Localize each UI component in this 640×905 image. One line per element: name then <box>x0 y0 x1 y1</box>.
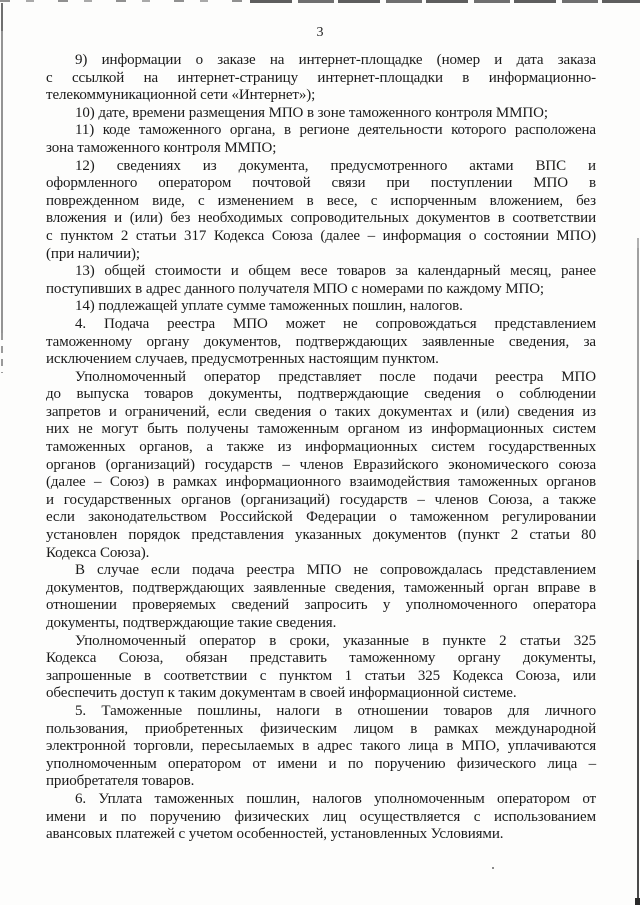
paragraph <box>46 633 596 703</box>
text-line: если законодательством Российской Федерации о таможенном регулировании <box>46 509 596 526</box>
text-line: В случае если подача реестра МПО не сопровождалась представлением <box>75 562 596 579</box>
scan-artifact-right-edge-line-dark <box>637 560 639 905</box>
text-line: исключением случаев, предусмотренных настоящим пунктом. <box>46 351 439 368</box>
text-line: авансовых платежей с учетом особенностей, установленных Условиями. <box>46 826 504 843</box>
paragraph <box>46 105 596 123</box>
text-line: телекоммуникационной сети «Интернет»); <box>46 87 316 104</box>
paragraph <box>46 122 596 157</box>
scan-artifact-right-edge-line-light <box>637 238 639 560</box>
text-line: (при наличии); <box>46 245 140 262</box>
text-line: отношении проверяемых сведений запросить у уполномоченного оператора <box>46 597 596 614</box>
text-line: Уполномоченный оператор представляет после подачи реестра МПО <box>75 368 596 385</box>
text-line: 12) сведениях из документа, предусмотренного актами ВПС и <box>75 157 596 174</box>
text-line: (далее – Союз) в рамках информационного взаимодействия таможенных органов <box>46 474 596 491</box>
paragraph <box>46 562 596 632</box>
text-line: приобретателя товаров. <box>46 773 195 790</box>
text-line: органов (организаций) государств – членов Евразийского экономического союза <box>46 456 596 473</box>
text-line: зона таможенного контроля ММПО; <box>46 139 277 156</box>
text-line: пользования, приобретенных физическим лицом в рамках международной <box>46 720 596 737</box>
text-line: запрошенные в соответствии с пунктом 1 статьи 325 Кодекса Союза, или <box>46 667 596 684</box>
scan-artifact-top-edge-left <box>0 0 250 2</box>
text-line: документов, подтверждающих заявленные сведения, таможенный орган вправе в <box>46 579 596 596</box>
text-line: с ссылкой на интернет-страницу интернет-площадки в информационно- <box>46 69 596 86</box>
text-line: и государственных органов (организаций) государств – членов Союза, а также <box>46 491 596 508</box>
paragraph <box>46 298 596 316</box>
scan-artifact-corner-mark <box>635 898 640 905</box>
scan-artifact-top-edge-right <box>250 0 640 3</box>
page-number: 3 <box>316 25 324 40</box>
paragraph <box>46 369 596 563</box>
text-line: оформленного оператором почтовой связи при поступлении МПО в <box>46 175 596 192</box>
text-line: 9) информации о заказе на интернет-площадке (номер и дата заказа <box>75 52 596 68</box>
text-line: 14) подлежащей уплате сумме таможенных пошлин, налогов. <box>75 298 463 315</box>
text-line: 11) коде таможенного органа, в регионе деятельности которого расположена <box>75 122 596 139</box>
text-line: Уполномоченный оператор в сроки, указанные в пункте 2 статьи 325 <box>75 632 596 649</box>
paragraph <box>46 263 596 298</box>
text-line: 5. Таможенные пошлины, налоги в отношении товаров для личного <box>75 702 596 719</box>
text-line: таможенному органу документов, подтверждающих заявленные сведения, за <box>46 333 596 350</box>
text-line: них не могут быть получены таможенным органом из информационных систем <box>46 421 596 438</box>
text-line: 13) общей стоимости и общем весе товаров за календарный месяц, ранее <box>75 263 596 280</box>
text-line: вложения и (или) без необходимых сопроводительных документов в соответствии <box>46 210 596 227</box>
text-line: Кодекса Союза, обязан представить таможенному органу документы, <box>46 650 596 667</box>
text-line: до выпуска товаров документы, подтверждающие сведения о соблюдении <box>46 386 596 403</box>
text-line: поврежденном виде, с изменением в весе, с испорченным вложением, без <box>46 192 596 209</box>
text-line: имени и по поручению физических лиц осуществляется с использованием <box>46 808 596 825</box>
text-line: запретов и ограничений, если сведения о таких документах и (или) сведения из <box>46 403 596 420</box>
text-line: обеспечить доступ к таким документам в своей информационной системе. <box>46 685 517 702</box>
scan-artifact-left-edge-line <box>1 3 3 333</box>
text-line: электронной торговли, пересылаемых в адрес такого лица в МПО, уплачиваются <box>46 738 596 755</box>
text-line: поступивших в адрес данного получателя МПО с номерами по каждому МПО; <box>46 280 544 297</box>
text-line: таможенных органов, а также из информационных систем государственных <box>46 439 596 456</box>
paragraph <box>46 158 596 264</box>
text-line: Кодекса Союза). <box>46 544 150 561</box>
text-line: документы, подтверждающие такие сведения. <box>46 615 337 631</box>
paragraph <box>46 791 596 844</box>
scan-artifact-left-edge-dashes <box>1 333 3 373</box>
text-line: с пунктом 2 статьи 317 Кодекса Союза (далее – информация о состоянии МПО) <box>46 227 596 244</box>
text-line: уполномоченным оператором от имени и по поручению физического лица – <box>46 755 596 772</box>
paragraph <box>46 52 596 105</box>
paragraph <box>46 316 596 369</box>
text-line: 6. Уплата таможенных пошлин, налогов уполномоченным оператором от <box>75 790 596 807</box>
text-line: 10) дате, времени размещения МПО в зоне таможенного контроля ММПО; <box>75 104 548 121</box>
text-line: установлен порядок представления указанных документов (пункт 2 статьи 80 <box>46 527 596 544</box>
text-line: 4. Подача реестра МПО может не сопровождаться представлением <box>75 315 596 332</box>
paragraph <box>46 703 596 791</box>
scan-artifact-stray-dot <box>492 867 494 869</box>
document-body <box>46 52 596 844</box>
